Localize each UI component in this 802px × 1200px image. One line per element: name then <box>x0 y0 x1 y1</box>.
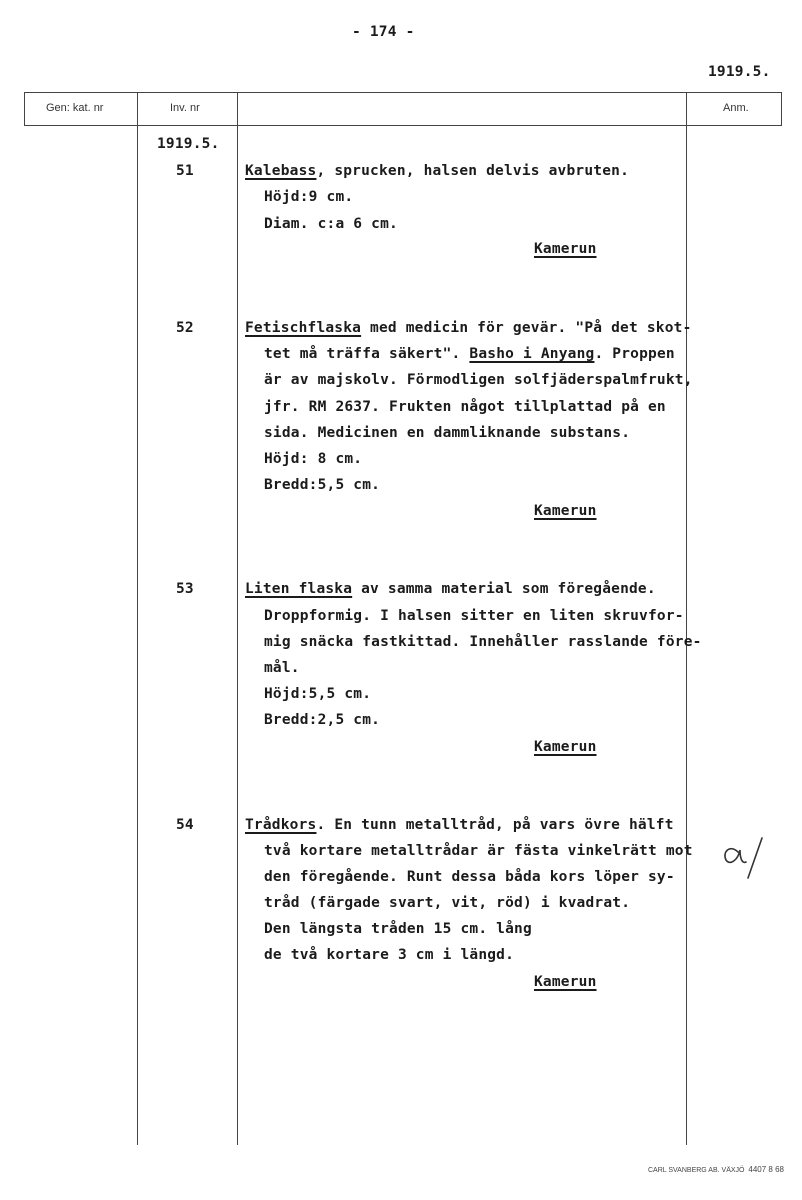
entry-text-line: två kortare metalltrådar är fästa vinkelrätt mot <box>264 843 693 859</box>
entry-origin: Kamerun <box>534 974 597 990</box>
column-header-gen-kat: Gen: kat. nr <box>46 102 104 114</box>
entry-description: Kalebass, sprucken, halsen delvis avbruten. <box>245 163 629 179</box>
table-left-border <box>24 92 25 125</box>
entry-number: 53 <box>176 581 194 597</box>
entry-text-line: är av majskolv. Förmodligen solfjäderspalmfrukt, <box>264 372 693 388</box>
section-date: 1919.5. <box>157 136 220 152</box>
handwritten-annotation <box>720 832 766 882</box>
page-date: 1919.5. <box>708 64 771 80</box>
entry-dimension: Bredd:2,5 cm. <box>264 712 381 728</box>
entry-text-line: mål. <box>264 660 300 676</box>
entry-number: 54 <box>176 817 194 833</box>
entry-title: Liten flaska <box>245 581 353 597</box>
entry-description: Fetischflaska med medicin för gevär. "På det skot- <box>245 320 692 336</box>
entry-text-line: tet må träffa säkert". Basho i Anyang. Proppen <box>264 346 675 362</box>
entry-text-line: sida. Medicinen en dammliknande substans. <box>264 425 631 441</box>
column-divider-3 <box>686 92 687 1145</box>
page-number: - 174 - <box>352 24 415 40</box>
entry-text-line: mig snäcka fastkittad. Innehåller rasslande före- <box>264 634 702 650</box>
entry-origin: Kamerun <box>534 241 597 257</box>
entry-dimension: Höjd: 8 cm. <box>264 451 363 467</box>
entry-text-line: den föregående. Runt dessa båda kors löper sy- <box>264 869 675 885</box>
entry-origin: Kamerun <box>534 739 597 755</box>
entry-dimension: Den längsta tråden 15 cm. lång <box>264 921 532 937</box>
entry-collector: Basho i Anyang <box>469 346 595 362</box>
entry-text-line: jfr. RM 2637. Frukten något tillplattad på en <box>264 399 666 415</box>
entry-description: Trådkors. En tunn metalltråd, på vars övre hälft <box>245 817 674 833</box>
entry-number: 52 <box>176 320 194 336</box>
column-divider-1 <box>137 92 138 1145</box>
entry-dimension: Diam. c:a 6 cm. <box>264 216 398 232</box>
entry-text-line: Droppformig. I halsen sitter en liten skruvfor- <box>264 608 684 624</box>
entry-text-line: tråd (färgade svart, vit, röd) i kvadrat. <box>264 895 631 911</box>
entry-number: 51 <box>176 163 194 179</box>
entry-dimension: Bredd:5,5 cm. <box>264 477 381 493</box>
entry-dimension: Höjd:5,5 cm. <box>264 686 372 702</box>
entry-title: Trådkors <box>245 817 317 833</box>
entry-origin: Kamerun <box>534 503 597 519</box>
entry-title: Kalebass <box>245 163 317 179</box>
entry-description: Liten flaska av samma material som föregående. <box>245 581 656 597</box>
column-divider-2 <box>237 92 238 1145</box>
printer-imprint: CARL SVANBERG AB. VÄXJÖ 4407 8 68 <box>648 1165 784 1174</box>
column-header-anm: Anm. <box>723 102 749 114</box>
table-right-border <box>781 92 782 125</box>
entry-title: Fetischflaska <box>245 320 362 336</box>
entry-dimension: Höjd:9 cm. <box>264 189 354 205</box>
entry-dimension: de två kortare 3 cm i längd. <box>264 947 515 963</box>
column-header-inv: Inv. nr <box>170 102 200 114</box>
